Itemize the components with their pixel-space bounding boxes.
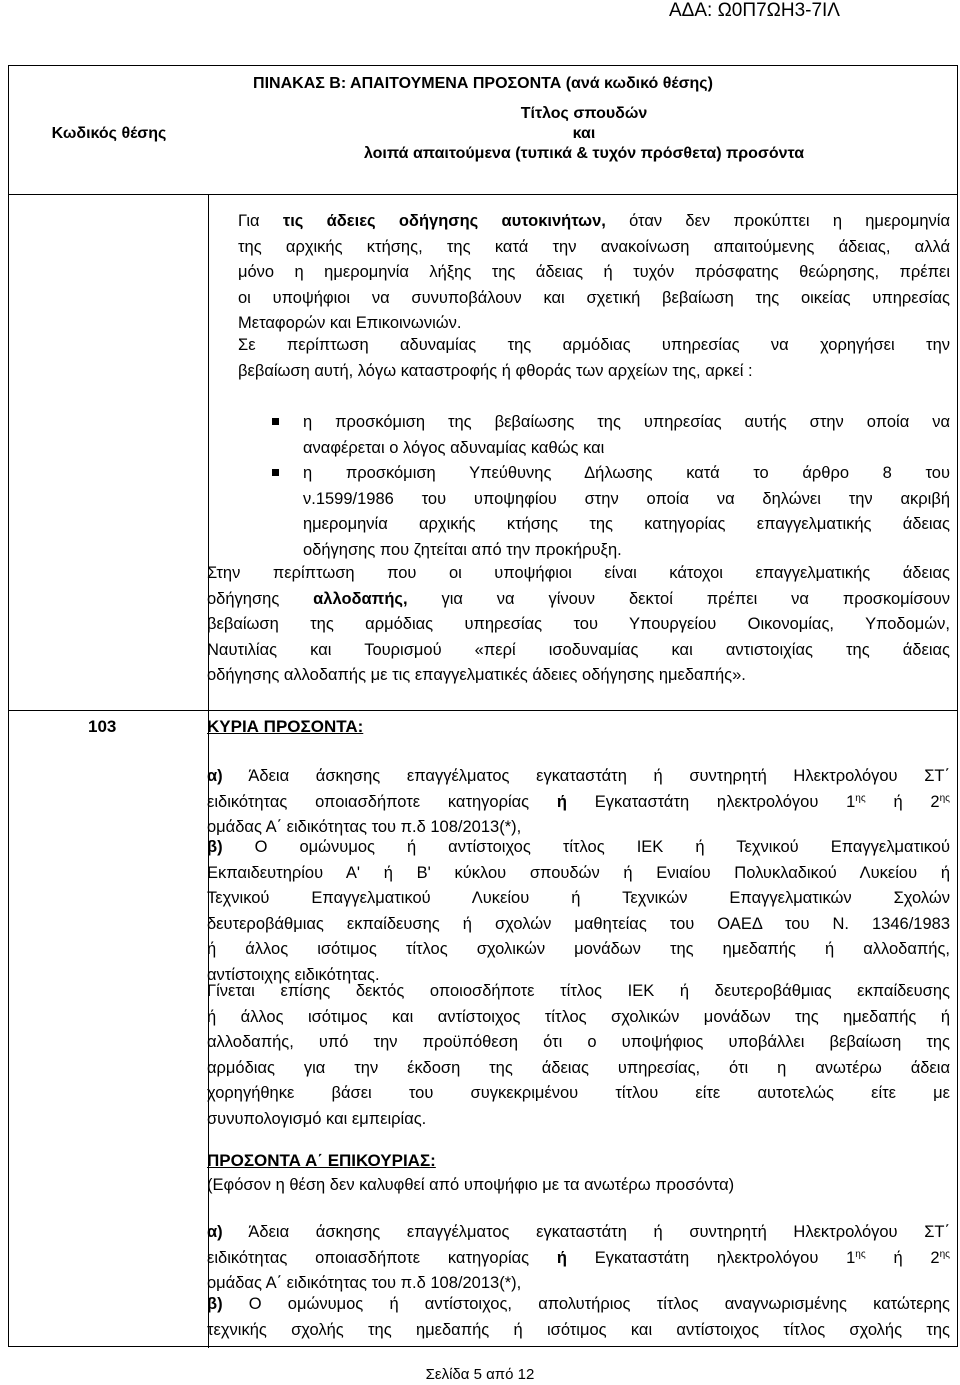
inability-paragraph: Σε περίπτωση αδυναμίας της αρμόδιας υπηρεσίας να χορηγήσει την βεβαίωση αυτή, λόγω καταστροφής ή φθοράς των αρχείων της, αρκεί : xyxy=(238,336,950,380)
table-title: ΠΙΝΑΚΑΣ Β: ΑΠΑΙΤΟΥΜΕΝΑ ΠΡΟΣΟΝΤΑ (ανά κωδικό θέσης) xyxy=(253,75,713,92)
bullet-icon xyxy=(272,418,279,425)
item-label: β) xyxy=(207,838,223,856)
main-qualifications-heading: ΚΥΡΙΑ ΠΡΟΣΟΝΤΑ: xyxy=(207,717,364,736)
position-code: 103 xyxy=(88,717,117,736)
bullet-icon xyxy=(272,469,279,476)
column-header-line: και xyxy=(572,125,596,142)
auxiliary-qualifications-heading: ΠΡΟΣΟΝΤΑ Α΄ ΕΠΙΚΟΥΡΙΑΣ: xyxy=(207,1151,436,1170)
auxiliary-qualification-a: α) Άδεια άσκησης επαγγέλματος εγκαταστάτη ή συντηρητή Ηλεκτρολόγου ΣΤ΄ ειδικότητας οποιασδήποτε κατηγορίας ή Εγκαταστάτη ηλεκτρολόγου $1^{\eta\varsigma}$ ή $2^{\eta\varsigma}$ ομάδας Α΄ ειδικότητας του π.δ 108/2013(*), xyxy=(207,1223,950,1292)
column-header-code: Κωδικός θέσης xyxy=(51,125,167,142)
row-divider xyxy=(9,710,957,711)
column-header-line: Τίτλος σπουδών xyxy=(520,105,648,122)
also-accepted-paragraph: Γίνεται επίσης δεκτός οποιοσδήποτε τίτλος ΙΕΚ ή δευτεροβάθμιας εκπαίδευσης ή άλλος ισότιμος και αντίστοιχος τίτλος σχολικών μονάδων της ημεδαπής ή αλλοδαπής, υπό την προϋπόθεση ότι ο υποψήφιος υποβάλλει βεβαίωση της αρμόδιας για την έκδοση της άδειας υπηρεσίας, ότι η ανωτέρω άδεια χορηγήθηκε βάσει του συγκεκριμένου τίτλου είτε αυτοτελώς είτε με συνυπολογισμό και εμπειρίας. xyxy=(207,982,950,1128)
page-number: Σελίδα 5 από 12 xyxy=(425,1366,535,1383)
bold-phrase: αλλοδαπής, xyxy=(313,589,408,608)
main-qualification-b: β) Ο ομώνυμος ή αντίστοιχος τίτλος ΙΕΚ ή Τεχνικού Επαγγελματικού Εκπαιδευτηρίου Α' ή Β' κύκλου σπουδών ή Ενιαίου Πολυκλαδικού Λυκείου ή Τεχνικού Επαγγελματικού Λυκείου ή Τεχνικών Επαγγελματικών Σχολών δευτεροβάθμιας εκπαίδευσης ή σχολών μαθητείας του ΟΑΕΔ του Ν. 1346/1983 ή άλλος ισότιμος τίτλος σχολικών μονάδων της ημεδαπής ή αλλοδαπής, αντίστοιχης ειδικότητας. xyxy=(207,838,950,984)
column-header-line: λοιπά απαιτούμενα (τυπικά & τυχόν πρόσθετα) προσόντα xyxy=(363,145,805,162)
item-label: α) xyxy=(207,1223,223,1241)
bold-phrase: ή xyxy=(556,792,567,811)
document-id: ΑΔΑ: Ω0Π7ΩΗ3-7ΙΛ xyxy=(668,0,840,21)
auxiliary-qualification-b: β) Ο ομώνυμος ή αντίστοιχος, απολυτήριος τίτλος αναγνωρισμένης κατώτερης τεχνικής σχολής της ημεδαπής ή ισότιμος και αντίστοιχος τίτλος σχολής της xyxy=(207,1295,950,1339)
main-qualification-a: α) Άδεια άσκησης επαγγέλματος εγκαταστάτη ή συντηρητή Ηλεκτρολόγου ΣΤ΄ ειδικότητας οποιασδήποτε κατηγορίας ή Εγκαταστάτη ηλεκτρολόγου $1^{\eta\varsigma}$ ή $2^{\eta\varsigma}$ ομάδας Α΄ ειδικότητας του π.δ 108/2013(*), xyxy=(207,767,950,836)
licence-paragraph: Για τις άδειες οδήγησης αυτοκινήτων, όταν δεν προκύπτει η ημερομηνία της αρχικής κτήσης, της κατά την ανακοίνωση απαιτούμενης άδειας, αλλά μόνο η ημερομηνία λήξης της άδειας ή τυχόν πρόσφατης θεώρησης, πρέπει οι υποψήφιοι να συνυποβάλουν και σχετική βεβαίωση της οικείας υπηρεσίας Μεταφορών και Επικοινωνιών. xyxy=(238,212,950,332)
row-divider xyxy=(9,194,957,195)
item-label: β) xyxy=(207,1295,223,1313)
bullet-item: η προσκόμιση Υπεύθυνης Δήλωσης κατά το άρθρο 8 του ν.1599/1986 του υποψηφίου στην οποία να δηλώνει την ακριβή ημερομηνία αρχικής κτήσης της κατηγορίας επαγγελματικής άδειας οδήγησης που ζητείται από την προκήρυξη. xyxy=(303,464,950,559)
auxiliary-note: (Εφόσον η θέση δεν καλυφθεί από υποψήφιο με τα ανωτέρω προσόντα) xyxy=(207,1176,735,1194)
bold-phrase: ή xyxy=(556,1248,567,1267)
column-header-qualifications xyxy=(209,104,959,164)
bullet-item: η προσκόμιση της βεβαίωσης της υπηρεσίας αυτής στην οποία να αναφέρεται ο λόγος αδυναμίας καθώς και xyxy=(303,413,950,457)
foreign-licence-paragraph: Στην περίπτωση που οι υποψήφιοι είναι κάτοχοι επαγγελματικής άδειας οδήγησης αλλοδαπής, για να γίνουν δεκτοί πρέπει να προσκομίσουν βεβαίωση της αρμόδιας υπηρεσίας του Υπουργείου Οικονομίας, Υποδομών, Ναυτιλίας και Τουρισμού «περί ισοδυναμίας και αντιστοιχίας της άδειας οδήγησης αλλοδαπής με τις επαγγελματικές άδειες οδήγησης ημεδαπής». xyxy=(207,564,950,684)
bold-phrase: τις άδειες οδήγησης αυτοκινήτων, xyxy=(282,212,606,230)
item-label: α) xyxy=(207,767,223,785)
